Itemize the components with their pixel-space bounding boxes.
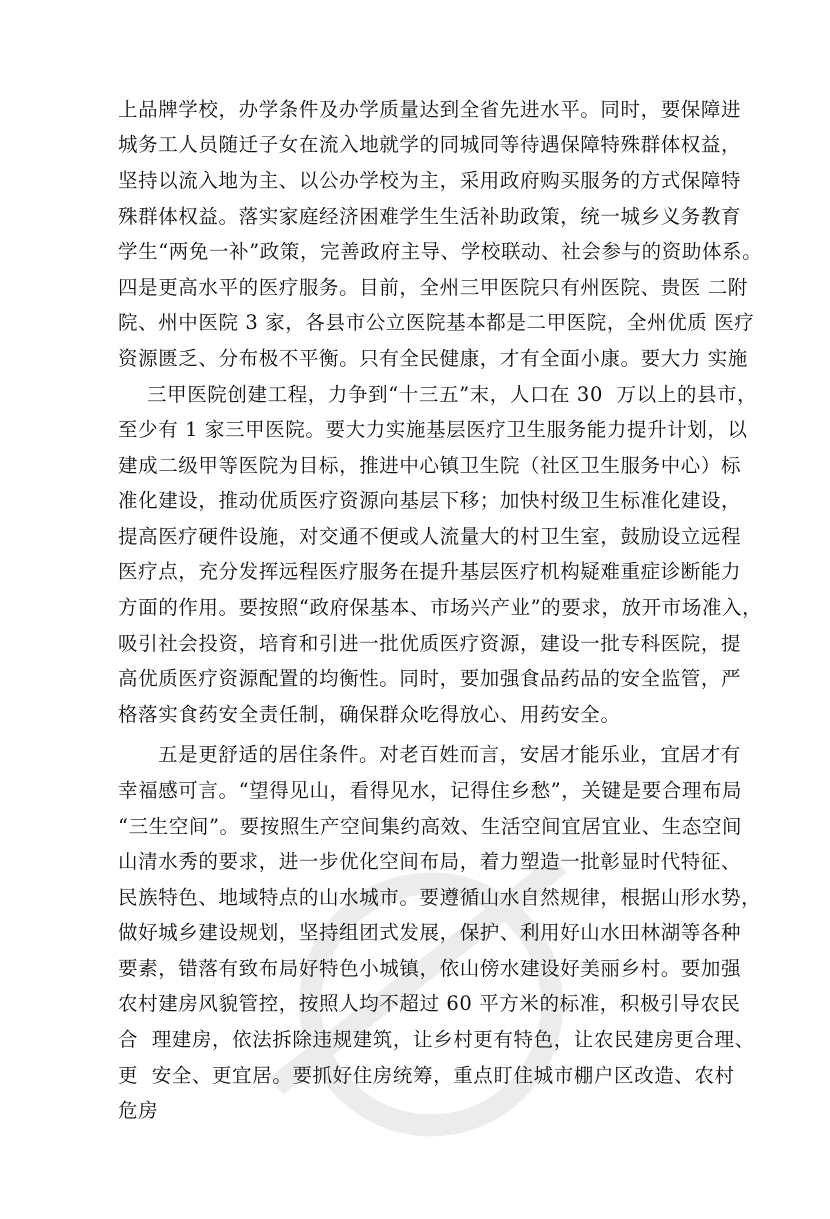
- text-line: 建成二级甲等医院为目标，推进中心镇卫生院（社区卫生服务中心）标: [118, 454, 742, 477]
- text-line: 危房: [118, 1099, 159, 1122]
- text-line: 民族特色、地域特点的山水城市。要遵循山水自然规律，根据山形水势，: [118, 886, 762, 909]
- text-line: 幸福感可言。“望得见山，看得见水，记得住乡愁”，关键是要合理布局: [118, 779, 743, 802]
- text-line: 学生“两免一补”政策，完善政府主导、学校联动、社会参与的资助体系。: [118, 240, 763, 263]
- text-line: 山清水秀的要求，进一步优化空间布局，着力塑造一批彰显时代特征、: [118, 850, 742, 873]
- text-line: 医疗点，充分发挥远程医疗服务在提升基层医疗机构疑难重症诊断能力: [118, 560, 742, 583]
- text-line: “三生空间”。要按照生产空间集约高效、生活空间宜居宜业、生态空间: [118, 815, 743, 838]
- text-line: 院、州中医院 3 家，各县市公立医院基本都是二甲医院，全州优质 医疗: [118, 311, 755, 334]
- text-line: 五是更舒适的居住条件。对老百姓而言，安居才能乐业，宜居才有: [158, 743, 741, 766]
- text-line: 城务工人员随迁子女在流入地就学的同城同等待遇保障特殊群体权益，: [118, 133, 742, 156]
- text-line: 四是更高水平的医疗服务。目前，全州三甲医院只有州医院、贵医 二附: [118, 276, 748, 299]
- text-line: 格落实食药安全责任制，确保群众吃得放心、用药安全。: [118, 703, 621, 726]
- text-line: 至少有 1 家三甲医院。要大力实施基层医疗卫生服务能力提升计划，以: [118, 418, 748, 441]
- text-line: 高优质医疗资源配置的均衡性。同时，要加强食品药品的安全监管，严: [118, 667, 742, 690]
- text-line: 要素，错落有致布局好特色小城镇，依山傍水建设好美丽乡村。要加强: [118, 957, 742, 980]
- text-line: 殊群体权益。落实家庭经济困难学生生活补助政策，统一城乡义务教育: [118, 205, 742, 228]
- text-line: 农村建房风貌管控，按照人均不超过 60 平方米的标准，积极引导农民: [118, 992, 741, 1015]
- text-line: 吸引社会投资，培育和引进一批优质医疗资源，建设一批专科医院，提: [118, 632, 742, 655]
- text-line: 做好城乡建设规划，坚持组团式发展，保护、利用好山水田林湖等各种: [118, 921, 742, 944]
- text-line: 三甲医院创建工程，力争到“十三五”末，人口在 30 万以上的县市，: [147, 383, 758, 406]
- text-line: 更 安全、更宜居。要抓好住房统筹，重点盯住城市棚户区改造、农村: [118, 1064, 735, 1087]
- text-line: 资源匮乏、分布极不平衡。只有全民健康，才有全面小康。要大力 实施: [118, 347, 748, 370]
- text-line: 方面的作用。要按照“政府保基本、市场兴产业”的要求，放开市场准入，: [118, 596, 763, 619]
- text-line: 合 理建房，依法拆除违规建筑，让乡村更有特色，让农民建房更合理、: [118, 1028, 755, 1051]
- text-line: 上品牌学校，办学条件及办学质量达到全省先进水平。同时，要保障进: [118, 98, 742, 121]
- text-line: 坚持以流入地为主、以公办学校为主，采用政府购买服务的方式保障特: [118, 169, 742, 192]
- text-line: 准化建设，推动优质医疗资源向基层下移；加快村级卫生标准化建设，: [118, 489, 742, 512]
- text-line: 提高医疗硬件设施，对交通不便或人流量大的村卫生室，鼓励设立远程: [118, 525, 742, 548]
